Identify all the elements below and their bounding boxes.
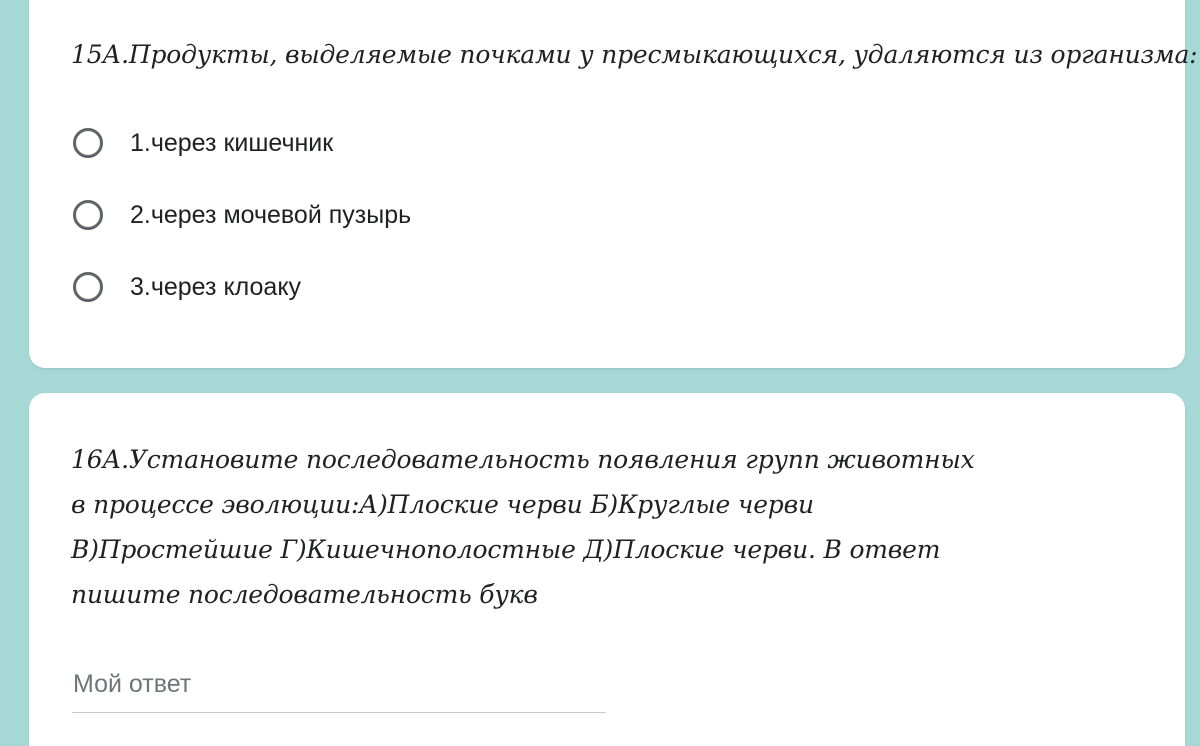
question-title: 15А.Продукты, выделяемые почками у пресмыкающихся, удаляются из организма: <box>71 40 1198 69</box>
radio-button-icon[interactable] <box>73 200 103 230</box>
radio-button-icon[interactable] <box>73 272 103 302</box>
radio-button-icon[interactable] <box>73 128 103 158</box>
radio-option-3[interactable] <box>73 267 301 307</box>
option-label: 2.через мочевой пузырь <box>130 200 412 229</box>
question-card-15 <box>29 0 1198 368</box>
radio-option-1[interactable] <box>73 123 333 163</box>
option-label: 1.через кишечник <box>130 128 334 157</box>
question-card-16 <box>29 393 1185 746</box>
answer-input[interactable] <box>72 665 606 713</box>
radio-option-2[interactable] <box>73 195 411 235</box>
question-title: 16А.Установите последовательность появления групп животных в процессе эволюции:А)Плоские черви Б)Круглые черви В)Простейшие Г)Кишечнополостные Д)Плоские черви. В ответ пишите последовательность букв <box>71 445 975 609</box>
option-label: 3.через клоаку <box>130 272 302 301</box>
